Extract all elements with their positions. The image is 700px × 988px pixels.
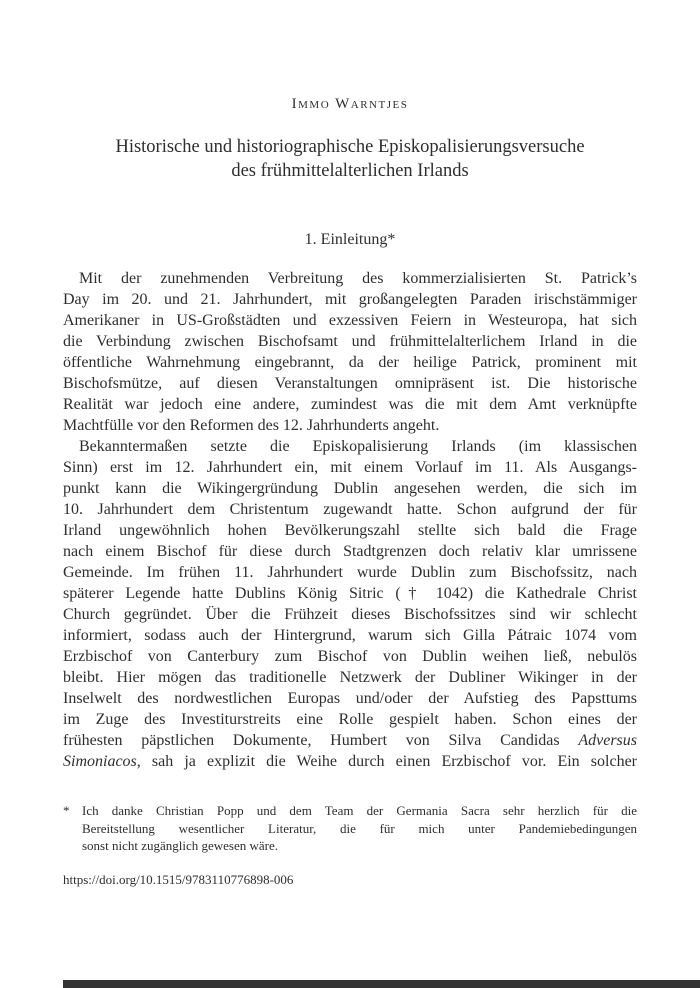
chapter-title-line-1: Historische und historiographische Episkopalisierungsversuche bbox=[115, 137, 585, 157]
footnote-marker: * bbox=[63, 803, 70, 818]
chapter-title-line-2: des frühmittelalterlichen Irlands bbox=[231, 161, 469, 181]
text-line: Ich danke Christian Popp und dem Team der Germania Sacra sehr herzlich für die bbox=[82, 803, 637, 818]
text-line: Amerikaner in US-Großstädten und exzessiven Feiern in Westeuropa, hat sich bbox=[63, 312, 637, 329]
text-line: Simoniacos, sah ja explizit die Weihe durch einen Erzbischof vor. Ein solcher bbox=[63, 753, 637, 770]
footnote-lines bbox=[82, 802, 637, 855]
text-line: Church gegründet. Über die Frühzeit dieses Bischofssitzes sind wir schlecht bbox=[63, 606, 637, 623]
text-line: Sinn) erst im 12. Jahrhundert ein, mit einem Vorlauf im 11. Als Ausgangs- bbox=[63, 459, 637, 476]
text-line: im Zuge des Investiturstreits eine Rolle gespielt haben. Schon eines der bbox=[63, 711, 637, 728]
text-line: punkt kann die Wikingergründung Dublin angesehen werden, die sich im bbox=[63, 480, 637, 497]
author-name: Immo Warntjes bbox=[291, 96, 409, 112]
footnote bbox=[63, 802, 637, 855]
text-line: Erzbischof von Canterbury zum Bischof von Dublin weihen ließ, nebulös bbox=[63, 648, 637, 665]
text-line: Mit der zunehmenden Verbreitung des kommerzialisierten St. Patrick’s bbox=[79, 270, 637, 287]
text-line: Bekanntermaßen setzte die Episkopalisierung Irlands (im klassischen bbox=[79, 438, 637, 455]
text-line: frühesten päpstlichen Dokumente, Humbert von Silva Candidas Adversus bbox=[63, 732, 637, 749]
bottom-edge-bar bbox=[63, 980, 700, 988]
text-line: öffentliche Wahrnehmung eingebrannt, da der heilige Patrick, prominent mit bbox=[63, 354, 637, 371]
text-line: informiert, sodass auch der Hintergrund, warum sich Gilla Pátraic 1074 vom bbox=[63, 627, 637, 644]
text-line: sonst nicht zugänglich gewesen wäre. bbox=[82, 838, 279, 853]
doi-text: https://doi.org/10.1515/9783110776898-006 bbox=[63, 871, 294, 887]
text-line: Inselwelt des nordwestlichen Europas und/oder der Aufstieg des Papsttums bbox=[63, 690, 637, 707]
text-line: Bischofsmütze, auf diesen Veranstaltungen omnipräsent ist. Die historische bbox=[63, 375, 637, 392]
text-line: nach einem Bischof für diese durch Stadtgrenzen doch relativ klar umrissene bbox=[63, 543, 637, 560]
section-heading: 1. Einleitung* bbox=[304, 231, 396, 248]
text-line: Gemeinde. Im frühen 11. Jahrhundert wurde Dublin zum Bischofssitz, nach bbox=[63, 564, 637, 581]
body-text bbox=[63, 268, 637, 772]
text-line: Machtfülle vor den Reformen des 12. Jahrhunderts angeht. bbox=[63, 417, 440, 434]
text-line: Day im 20. und 21. Jahrhundert, mit großangelegten Paraden irischstämmiger bbox=[63, 291, 637, 308]
text-line: Bereitstellung wesentlicher Literatur, die für mich unter Pandemiebedingungen bbox=[82, 820, 637, 836]
chapter-title bbox=[63, 135, 637, 183]
text-line: Irland ungewöhnlich hohen Bevölkerungszahl stellte sich bald die Frage bbox=[63, 522, 637, 539]
text-line: Realität war jedoch eine andere, zumindest was die mit dem Amt verknüpfte bbox=[63, 396, 637, 413]
text-line: die Verbindung zwischen Bischofsamt und frühmittelalterlichem Irland in die bbox=[63, 333, 637, 350]
text-line: bleibt. Hier mögen das traditionelle Netzwerk der Dubliner Wikinger in der bbox=[63, 669, 637, 686]
page-content bbox=[0, 96, 700, 888]
text-line: 10. Jahrhundert dem Christentum zugewandt hatte. Schon aufgrund der für bbox=[63, 501, 637, 518]
text-line: späterer Legende hatte Dublins König Sitric († 1042) die Kathedrale Christ bbox=[63, 585, 637, 602]
